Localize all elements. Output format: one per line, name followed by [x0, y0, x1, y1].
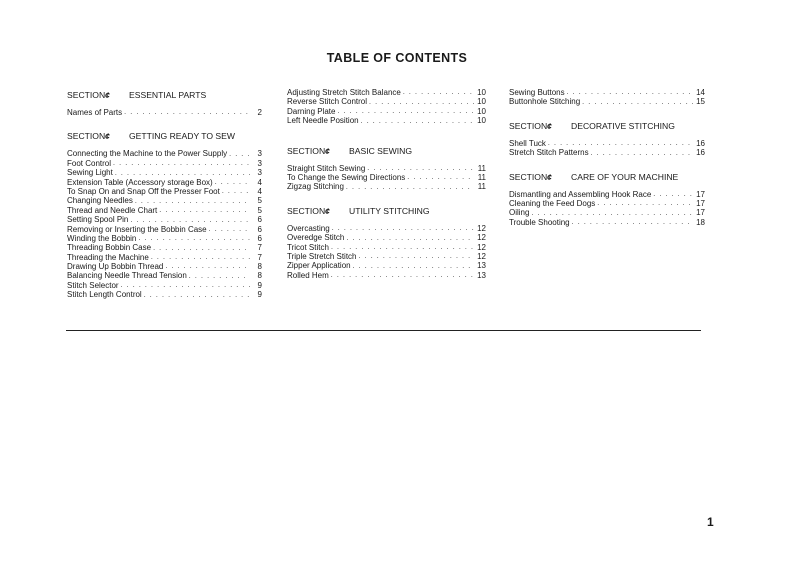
toc-entry: Zipper Application . . . 13	[287, 261, 486, 270]
section-basic-sewing	[287, 144, 486, 192]
section-symbol: ¢	[105, 131, 110, 142]
toc-entry: Tricot Stitch . . . 12	[287, 243, 486, 252]
section-symbol: ¢	[547, 171, 552, 182]
section-decorative-stitching	[509, 119, 705, 158]
toc-entry: Winding the Bobbin . . . 6	[67, 234, 262, 243]
section-title: DECORATIVE STITCHING	[571, 120, 675, 131]
section-title: BASIC SEWING	[349, 145, 413, 156]
section-essential-parts	[67, 88, 262, 117]
toc-entry: Sewing Buttons . . . 14	[509, 88, 705, 97]
section-utility-stitching	[287, 204, 486, 280]
toc-entry: Stitch Selector . . . 9	[67, 281, 262, 290]
section-word: SECTION	[287, 145, 326, 156]
section-symbol: ¢	[325, 145, 330, 156]
page-title: TABLE OF CONTENTS	[326, 51, 468, 65]
toc-entry: Names of Parts . . . 2	[67, 108, 262, 117]
section-continued	[287, 88, 486, 126]
toc-entry: Zigzag Stitching . . . 11	[287, 182, 486, 191]
section-heading	[509, 119, 705, 133]
section-title: ESSENTIAL PARTS	[129, 90, 207, 100]
section-word: SECTION	[67, 90, 106, 100]
section-word: SECTION	[509, 120, 548, 131]
toc-entry: Shell Tuck . . . 16	[509, 139, 705, 148]
toc-entry: Buttonhole Stitching . . . 15	[509, 97, 705, 106]
section-word: SECTION	[509, 171, 548, 182]
section-heading	[287, 144, 486, 158]
toc-entry: Left Needle Position . . . 10	[287, 116, 486, 125]
toc-entry: Cleaning the Feed Dogs . . . 17	[509, 199, 705, 208]
toc-entry: Overedge Stitch . . . 12	[287, 233, 486, 242]
section-symbol: ¢	[325, 205, 330, 216]
toc-entry: Straight Stitch Sewing . . . 11	[287, 164, 486, 173]
section-symbol: ¢	[105, 90, 110, 100]
section-continued	[509, 88, 705, 107]
toc-entry: Threading the Machine . . . 7	[67, 253, 262, 262]
toc-entry: Extension Table (Accessory storage Box) . . . 4	[67, 178, 262, 187]
section-symbol: ¢	[547, 120, 552, 131]
toc-entry: Reverse Stitch Control . . . 10	[287, 97, 486, 106]
toc-entry: Connecting the Machine to the Power Supply . . . 3	[67, 149, 262, 158]
toc-entry: Balancing Needle Thread Tension . . . 8	[67, 271, 262, 280]
section-getting-ready	[67, 129, 262, 299]
section-title: CARE OF YOUR MACHINE	[571, 171, 679, 182]
toc-entry: Threading Bobbin Case . . . 7	[67, 243, 262, 252]
toc-entry: Dismantling and Assembling Hook Race . . . 17	[509, 190, 705, 199]
toc-column-1	[67, 88, 262, 300]
section-heading	[509, 170, 705, 184]
section-title: GETTING READY TO SEW	[129, 131, 236, 142]
section-heading	[67, 88, 262, 102]
section-care-of-machine	[509, 170, 705, 228]
toc-entry: Removing or Inserting the Bobbin Case . . . 6	[67, 225, 262, 234]
toc-column-3	[509, 88, 705, 227]
section-word: SECTION	[287, 205, 326, 216]
page-number: 1	[707, 515, 714, 529]
toc-entry: Stretch Stitch Patterns . . . 16	[509, 148, 705, 157]
toc-entry: Overcasting . . . 12	[287, 224, 486, 233]
toc-entry: Darning Plate . . . 10	[287, 107, 486, 116]
section-word: SECTION	[67, 131, 106, 142]
toc-entry: To Snap On and Snap Off the Presser Foot . . . 4	[67, 187, 262, 196]
divider-rule	[66, 330, 701, 331]
toc-entry: Setting Spool Pin . . . 6	[67, 215, 262, 224]
toc-entry: To Change the Sewing Directions . . . 11	[287, 173, 486, 182]
toc-entry: Trouble Shooting . . . 18	[509, 218, 705, 227]
toc-entry: Foot Control . . . 3	[67, 159, 262, 168]
section-heading	[67, 129, 262, 143]
toc-entry: Oiling . . . 17	[509, 208, 705, 217]
toc-entry: Rolled Hem . . . 13	[287, 271, 486, 280]
toc-entry: Drawing Up Bobbin Thread . . . 8	[67, 262, 262, 271]
toc-entry: Adjusting Stretch Stitch Balance . . . 10	[287, 88, 486, 97]
toc-entry: Sewing Light . . . 3	[67, 168, 262, 177]
toc-entry: Stitch Length Control . . . 9	[67, 290, 262, 299]
section-title: UTILITY STITCHING	[349, 205, 430, 216]
toc-entry: Thread and Needle Chart . . . 5	[67, 206, 262, 215]
section-heading	[287, 204, 486, 218]
toc-entry: Changing Needles . . . 5	[67, 196, 262, 205]
toc-entry: Triple Stretch Stitch . . . 12	[287, 252, 486, 261]
toc-column-2	[287, 88, 486, 280]
